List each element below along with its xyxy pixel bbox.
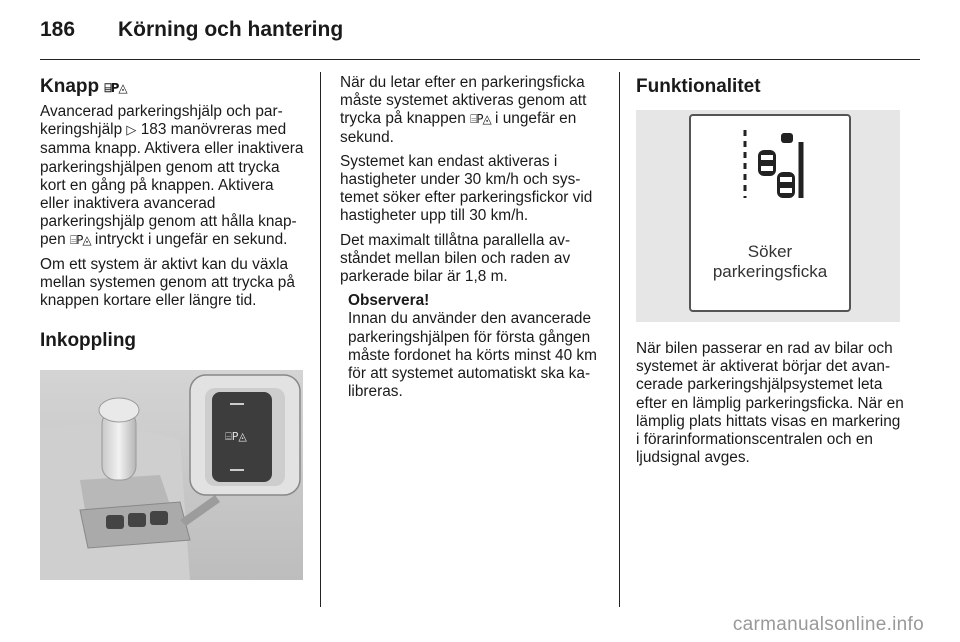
section-heading-funktionalitet: Funktionalitet	[636, 76, 761, 97]
parking-space-icon	[636, 110, 900, 322]
paragraph-knapp: Avancerad parkeringshjälp och parkeringshjälp ▷ 183 manövreras med samma knapp. Aktivera eller inaktivera parkeringshjälpen genom att trycka kort en gång på knappen. Aktivera eller inaktivera avancerad parkeringshjälp genom att hålla knappen ⌸P◬ intryckt i ungefär en sekund.	[40, 103, 304, 249]
park-assist-icon: ⌸P◬	[225, 430, 247, 444]
column-divider-1	[320, 72, 321, 607]
paragraph-switch: Om ett system är aktivt kan du växla mellan systemen genom att trycka på knappen kortare eller längre tid.	[40, 255, 295, 310]
park-assist-icon: ⌸P◬	[69, 233, 91, 248]
page-header	[40, 18, 920, 48]
note-title: Observera!	[348, 292, 430, 310]
page-ref-link[interactable]: 183	[140, 121, 167, 139]
note-body: Innan du använder den avancerade parkeringshjälpen för första gången måste fordonet ha körts minst 40 km för att systemet automatiskt ska kalibreras.	[348, 310, 597, 401]
chapter-title: Körning och hantering	[118, 18, 344, 41]
watermark: carmanualsonline.info	[732, 614, 924, 635]
section-heading-knapp: Knapp ⌸P◬	[40, 76, 127, 97]
paragraph-function: När bilen passerar en rad av bilar och systemet är aktiverat börjar det avancerade parkeringshjälpsystemet leta efter en lämplig parkeringsficka. När en lämplig plats hittats visas en markering i förarinformationscentralen och en ljudsignal avges.	[636, 340, 904, 467]
note-box	[340, 292, 606, 401]
paragraph-speed: Systemet kan endast aktiveras i hastigheter under 30 km/h och systemet söker efter parkeringsfickor vid hastigheter upp till 30 km/h.	[340, 152, 593, 225]
column-2	[340, 74, 606, 401]
page-number: 186	[40, 18, 76, 41]
display-line-1: Söker	[747, 242, 793, 261]
paragraph-distance: Det maximalt tillåtna parallella avståndet mellan bilen och raden av parkerade bilar är 1,8 m.	[340, 231, 571, 286]
header-rule	[40, 59, 920, 60]
section-heading-inkoppling: Inkoppling	[40, 330, 137, 352]
park-assist-icon: ⌸P◬	[104, 81, 127, 95]
page-ref-arrow-icon: ▷	[126, 123, 137, 139]
display-line-2: parkeringsficka	[712, 262, 828, 281]
console-button-illustration	[40, 370, 303, 580]
paragraph-activate: När du letar efter en parkeringsficka måste systemet aktiveras genom att trycka på knappen ⌸P◬ i ungefär en sekund.	[340, 74, 587, 146]
park-assist-icon: ⌸P◬	[470, 112, 491, 127]
column-3	[636, 74, 904, 473]
display-text	[691, 242, 849, 282]
column-1	[40, 74, 306, 580]
column-divider-2	[619, 72, 620, 607]
dic-display-illustration	[636, 110, 900, 322]
